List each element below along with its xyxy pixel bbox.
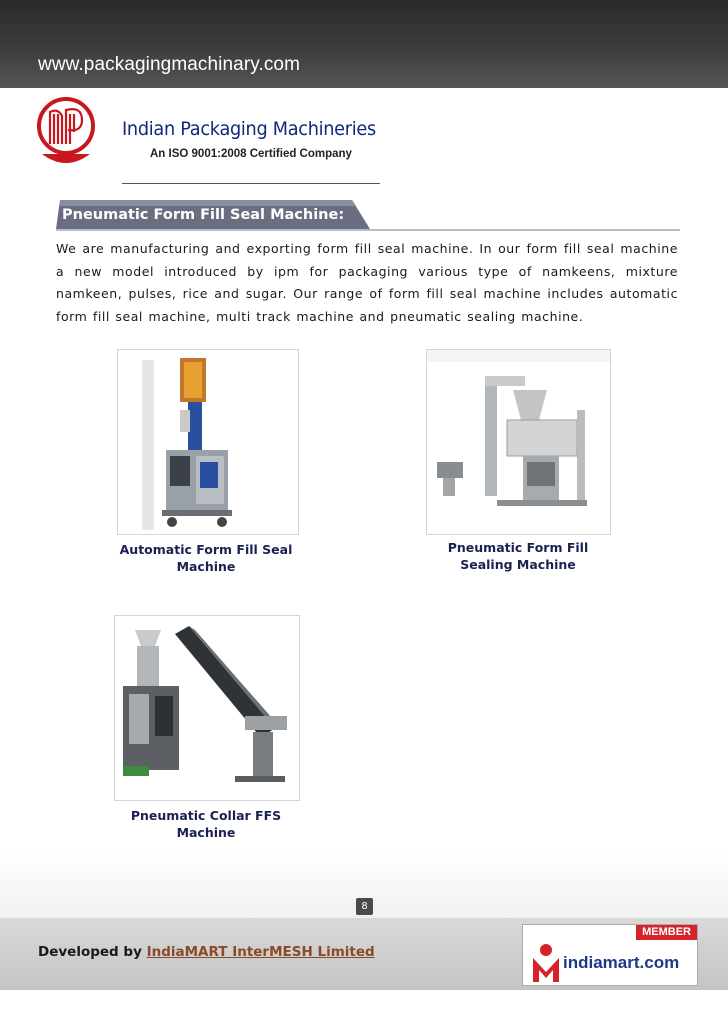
website-url[interactable]: www.packagingmachinary.com — [38, 54, 301, 75]
product-caption-pneumatic-collar-ffs — [106, 807, 306, 841]
page-number: 8 — [356, 898, 373, 915]
section-divider — [56, 229, 680, 231]
certification-tagline: An ISO 9001:2008 Certified Company — [150, 148, 352, 160]
developed-by-label: Developed by — [38, 944, 147, 960]
footer-bar — [0, 918, 728, 990]
developer-link[interactable]: IndiaMART InterMESH Limited — [146, 944, 375, 960]
product-image-pneumatic-collar-ffs[interactable] — [114, 615, 300, 801]
caption-line: Automatic Form Fill Seal — [119, 542, 293, 557]
header-divider — [122, 183, 380, 184]
company-name: Indian Packaging Machineries — [122, 118, 376, 140]
caption-line: Pneumatic Collar FFS — [130, 808, 282, 823]
section-title: Pneumatic Form Fill Seal Machine: — [62, 207, 345, 223]
developed-by-credit — [38, 944, 375, 960]
product-image-pneumatic-ffs[interactable] — [426, 349, 611, 535]
company-logo — [36, 92, 96, 176]
indiamart-member-badge[interactable] — [522, 924, 698, 986]
indiamart-logo-icon — [529, 942, 563, 988]
member-label: MEMBER — [636, 925, 697, 940]
caption-line: Pneumatic Form Fill — [447, 540, 589, 555]
caption-line: Sealing Machine — [460, 557, 576, 572]
product-caption-pneumatic-ffs — [418, 539, 618, 573]
intro-paragraph: We are manufacturing and exporting form fill seal machine. In our form fill seal machine a new model introduced by ipm for packaging various type of namkeens, mixture namkeen, pulses, rice and sugar. Our range of form fill seal machine includes automatic form fill seal machine, multi track machine and pneumatic sealing machine. — [56, 241, 678, 324]
product-caption-automatic-ffs — [106, 541, 306, 575]
caption-line: Machine — [176, 825, 236, 840]
product-image-automatic-ffs[interactable] — [117, 349, 299, 535]
caption-line: Machine — [176, 559, 236, 574]
top-banner — [0, 0, 728, 88]
indiamart-brand-text: indiamart.com — [563, 953, 680, 972]
